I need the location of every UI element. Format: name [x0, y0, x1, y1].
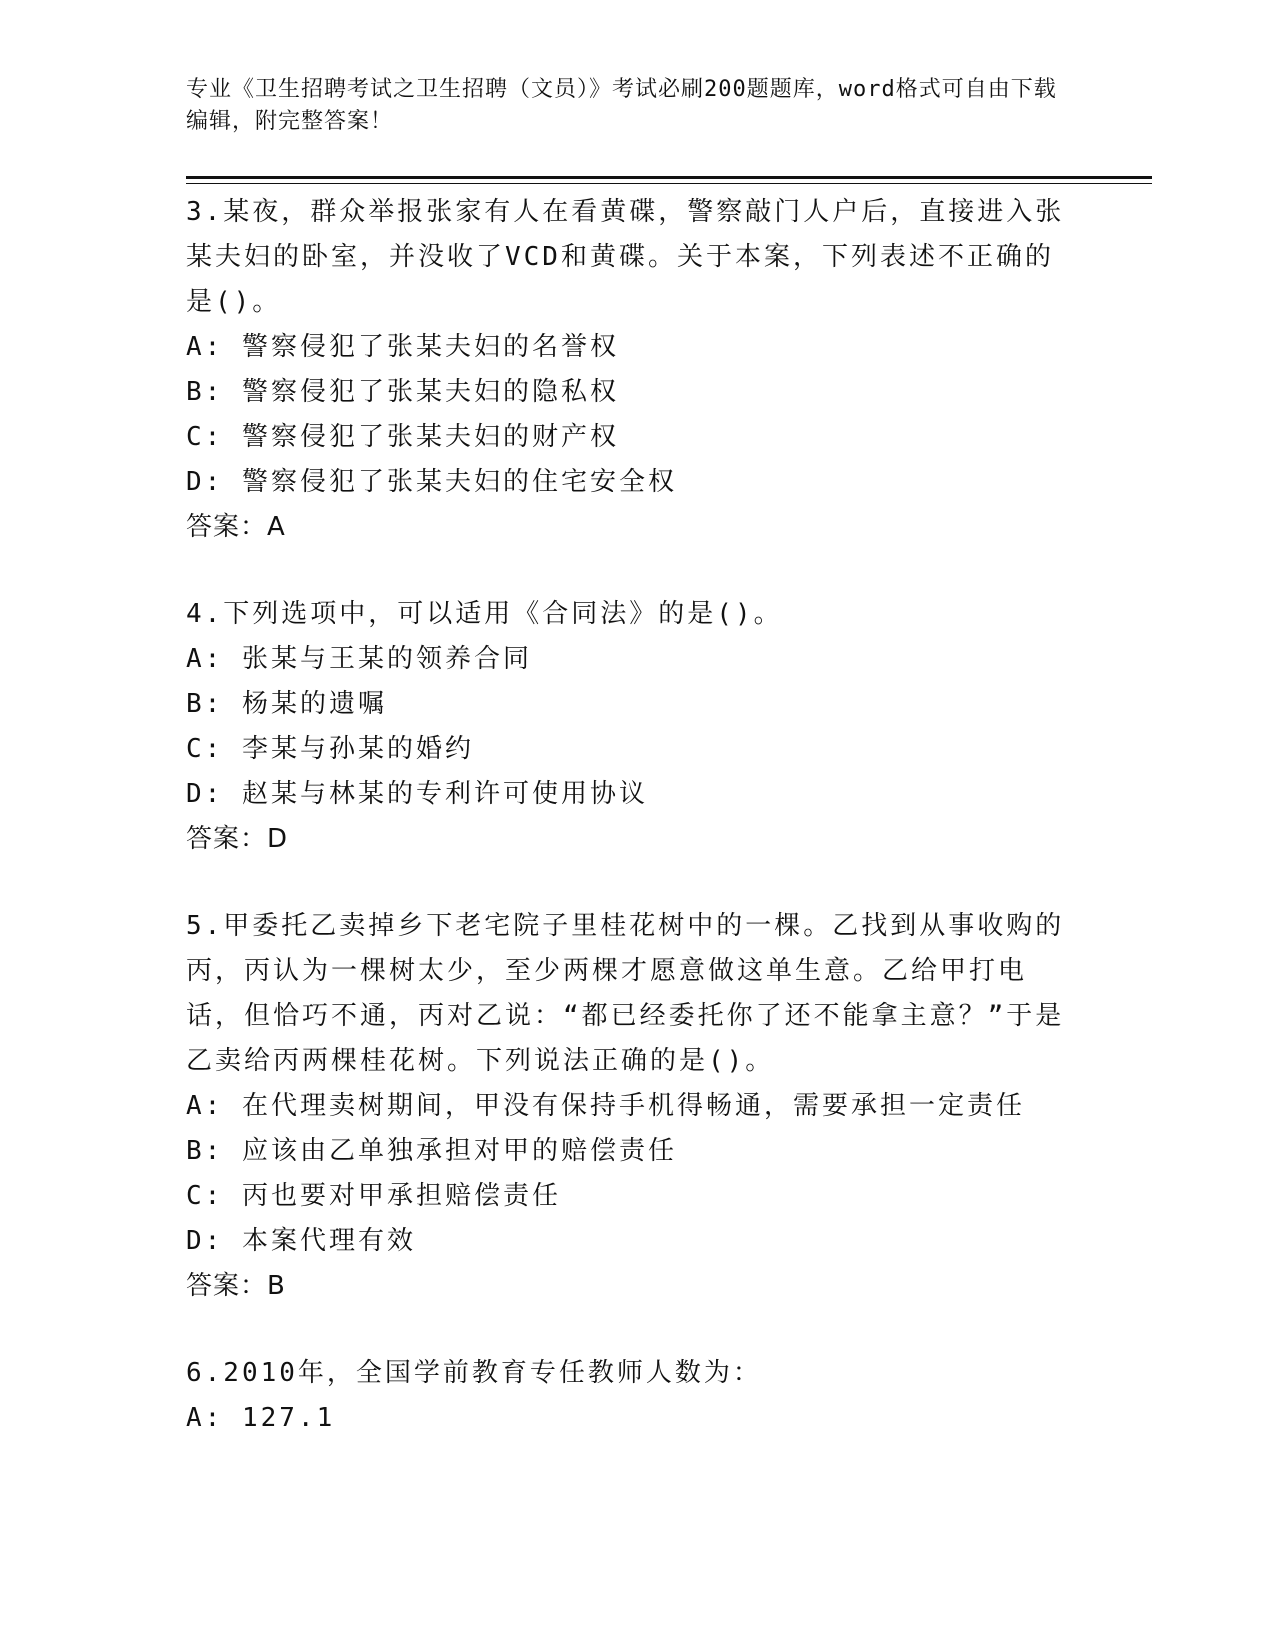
option-b: B: 警察侵犯了张某夫妇的隐私权	[186, 377, 619, 407]
question-stem: 3.某夜，群众举报张家有人在看黄碟，警察敲门人户后，直接进入张某夫妇的卧室，并没收了VCD和黄碟。关于本案，下列表述不正确的是()。	[186, 197, 1065, 317]
header-divider-thin	[186, 183, 1152, 184]
option-c: C: 丙也要对甲承担赔偿责任	[186, 1181, 561, 1211]
option-d: D: 赵某与林某的专利许可使用协议	[186, 779, 648, 809]
answer-label: 答案：D	[186, 824, 289, 854]
question-3	[186, 190, 1066, 550]
option-b: B: 杨某的遗嘱	[186, 689, 387, 719]
option-a: A: 张某与王某的领养合同	[186, 644, 532, 674]
question-5	[186, 904, 1066, 1309]
question-list	[186, 190, 1066, 1483]
option-a: A: 警察侵犯了张某夫妇的名誉权	[186, 332, 619, 362]
question-4	[186, 592, 1066, 862]
option-a: A: 在代理卖树期间，甲没有保持手机得畅通，需要承担一定责任	[186, 1091, 1025, 1121]
header-divider-thick	[186, 176, 1152, 179]
question-stem: 4.下列选项中，可以适用《合同法》的是()。	[186, 599, 783, 629]
option-d: D: 本案代理有效	[186, 1226, 416, 1256]
answer-label: 答案：A	[186, 512, 286, 542]
document-header: 专业《卫生招聘考试之卫生招聘（文员）》考试必刷200题题库，word格式可自由下载编辑，附完整答案！	[186, 77, 1057, 134]
option-a: A: 127.1	[186, 1403, 336, 1433]
option-b: B: 应该由乙单独承担对甲的赔偿责任	[186, 1136, 677, 1166]
answer-label: 答案：B	[186, 1271, 286, 1301]
option-c: C: 警察侵犯了张某夫妇的财产权	[186, 422, 619, 452]
question-stem: 5.甲委托乙卖掉乡下老宅院子里桂花树中的一棵。乙找到从事收购的丙，丙认为一棵树太少，至少两棵才愿意做这单生意。乙给甲打电话，但恰巧不通，丙对乙说：“都已经委托你了还不能拿主意？”于是乙卖给丙两棵桂花树。下列说法正确的是()。	[186, 911, 1065, 1076]
option-d: D: 警察侵犯了张某夫妇的住宅安全权	[186, 467, 677, 497]
question-stem: 6.2010年，全国学前教育专任教师人数为：	[186, 1358, 762, 1388]
option-c: C: 李某与孙某的婚约	[186, 734, 474, 764]
question-6	[186, 1351, 1066, 1441]
